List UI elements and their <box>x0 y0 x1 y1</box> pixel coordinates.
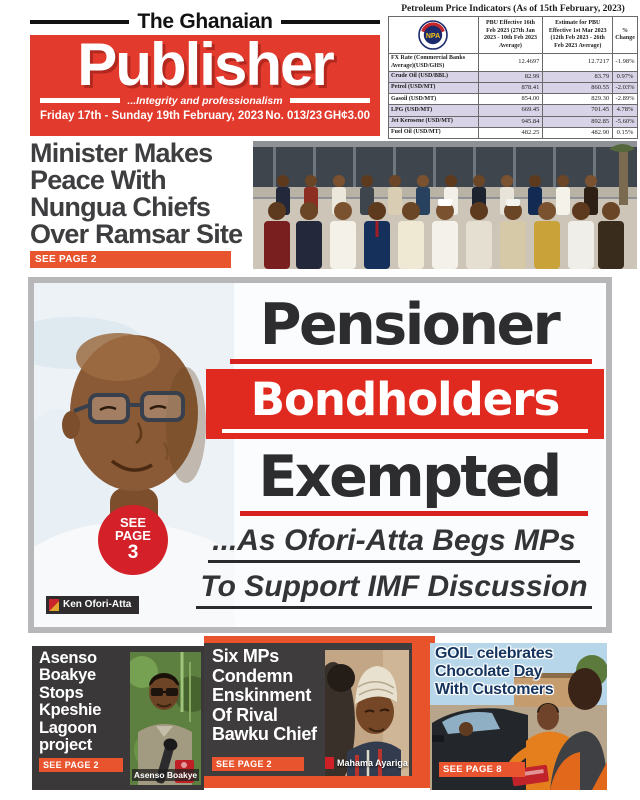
table-header-row <box>389 17 638 54</box>
see-page-tag: SEE PAGE 2 <box>30 251 231 268</box>
col-header-estimate: Estimate for PBU Effective 1st Mar 2023 (12th Feb 2023 - 26th Feb 2023 Average) <box>543 17 613 54</box>
headline-line: Over Ramsar Site <box>30 219 243 249</box>
asenso-boakye-photo <box>130 652 201 785</box>
headline-underline <box>230 359 592 364</box>
sub-headline-line1: ...As Ofori-Atta Begs MPs <box>182 523 606 563</box>
newspaper-title: Publisher <box>77 31 333 98</box>
photo-caption: Ken Ofori-Atta <box>46 596 139 614</box>
goil-story-panel <box>430 643 607 790</box>
table-row: Fuel Oil (USD/MT) 482.25 482.90 0.15% <box>389 127 638 138</box>
table-row: LPG (USD/MT) 669.45 701.45 4.78% <box>389 105 638 116</box>
issue-price: GH¢3.00 <box>323 109 370 122</box>
main-headline-line3: Exempted <box>258 444 560 510</box>
masthead <box>30 31 380 136</box>
kicker-rule-right <box>281 20 380 24</box>
caption-marker-icon <box>325 757 334 769</box>
bawku-story-frame <box>204 636 435 788</box>
table-row: Gasoil (USD/MT) 854.00 829.30 -2.89% <box>389 94 638 105</box>
npa-logo-cell <box>389 17 479 54</box>
petroleum-price-box <box>388 4 638 149</box>
table-row: Petrol (USD/MT) 878.41 860.55 -2.03% <box>389 83 638 94</box>
minister-group-photo <box>253 141 637 269</box>
date-row <box>30 107 380 122</box>
issue-number: No. 013/23 <box>265 109 323 122</box>
headline-line: Minister Makes <box>30 138 213 168</box>
goil-headline: GOIL celebrates Chocolate Day With Customers <box>435 645 554 699</box>
photo-caption: Asenso Boakye <box>133 770 198 780</box>
asenso-story-panel <box>32 646 204 790</box>
col-header-change: % Change <box>613 17 638 54</box>
petroleum-table-title: Petroleum Price Indicators (As of 15th February, 2023) <box>401 4 625 14</box>
svg-text:NPA: NPA <box>426 33 441 40</box>
main-headline-line2-box <box>206 369 604 439</box>
see-page-tag: SEE PAGE 2 <box>212 757 304 771</box>
see-page-tag: SEE PAGE 8 <box>439 762 525 777</box>
kicker-rule-left <box>30 20 129 24</box>
main-headline-line2: Bondholders <box>250 373 560 426</box>
headline-line: Nungua Chiefs <box>30 192 211 222</box>
asenso-headline: Asenso Boakye Stops Kpeshie Lagoon project <box>39 649 102 755</box>
main-headline-line1: Pensioner <box>259 292 559 358</box>
minister-headline <box>30 140 262 248</box>
photo-caption: Mahama Ayariga <box>325 757 409 769</box>
sub-headline-line2: To Support IMF Discussion <box>182 569 606 609</box>
bawku-headline: Six MPs Condemn Enskinment Of Rival Bawku Chief <box>212 646 317 745</box>
tagline-rule-left <box>40 98 120 103</box>
main-story-panel <box>28 277 612 633</box>
issue-date: Friday 17th - Sunday 19th February, 2023 <box>40 109 264 122</box>
petroleum-table <box>388 16 638 139</box>
headline-line: Peace With <box>30 165 166 195</box>
npa-logo-icon <box>391 18 476 52</box>
headline-underline <box>240 511 588 516</box>
table-row: FX Rate (Commercial Banks Average)(USD/GHS) 12.4697 12.7217 -1.98% <box>389 54 638 72</box>
kicker-text: The Ghanaian <box>137 10 273 33</box>
mahama-ayariga-photo <box>325 650 409 776</box>
headline-underline <box>222 429 588 433</box>
see-page-circle: SEE PAGE 3 <box>98 505 168 575</box>
see-page-tag: SEE PAGE 2 <box>39 758 123 772</box>
tagline-rule-right <box>290 98 370 103</box>
table-row: Jet Kerosene (USD/MT) 945.84 892.85 -5.60% <box>389 116 638 127</box>
col-header-current: PBU Effective 16th Feb 2023 (27th Jan 2023 - 10th Feb 2023 Average) <box>478 17 543 54</box>
table-row: Crude Oil (USD/BBL) 82.99 83.79 0.97% <box>389 72 638 83</box>
bawku-story-panel <box>204 643 412 776</box>
tagline: ...Integrity and professionalism <box>127 94 283 107</box>
caption-flag-icon <box>49 599 59 611</box>
